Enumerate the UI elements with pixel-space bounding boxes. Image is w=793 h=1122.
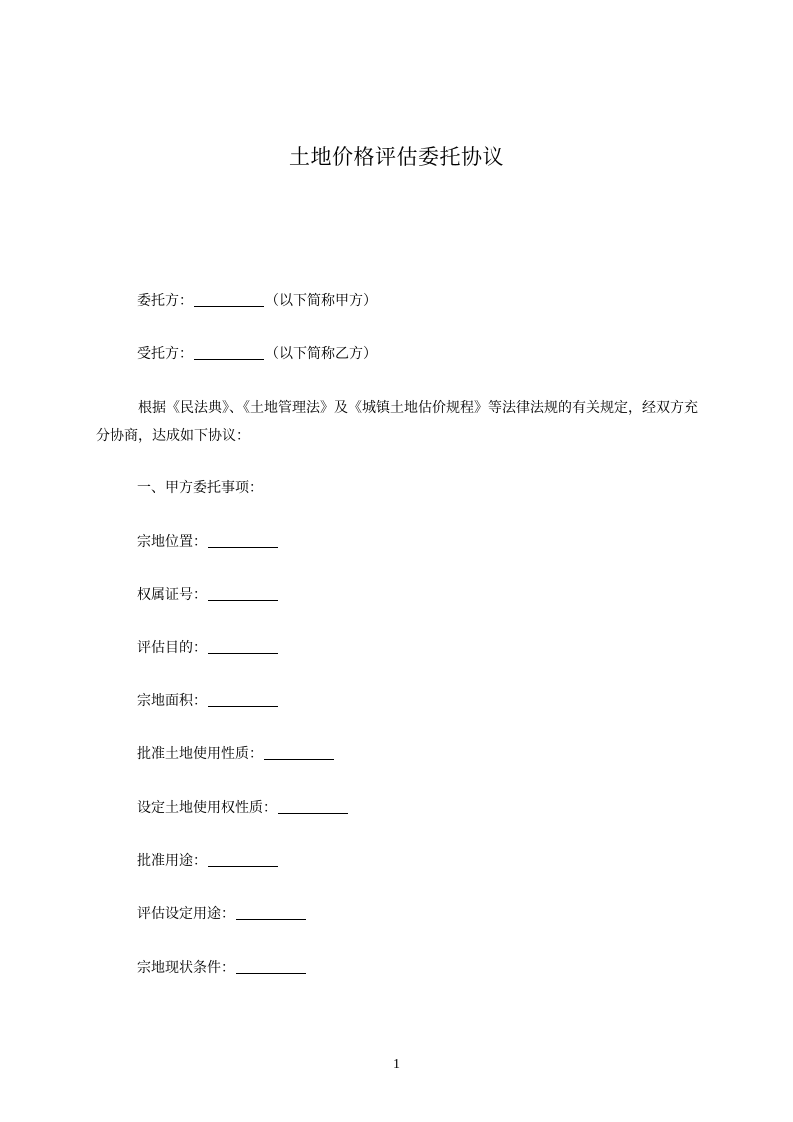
client-note: （以下简称甲方）: [265, 293, 377, 309]
field-blank: [278, 799, 348, 814]
field-blank: [236, 959, 306, 974]
field-label: 批准用途：: [137, 853, 207, 869]
client-line: [137, 291, 377, 311]
field-blank: [208, 852, 278, 867]
field-line: [137, 958, 307, 978]
field-line: [137, 798, 349, 818]
field-label: 宗地面积：: [137, 693, 207, 709]
field-line: [137, 744, 335, 764]
trustee-note: （以下简称乙方）: [265, 346, 377, 362]
field-label: 宗地现状条件：: [137, 960, 235, 976]
field-line: [137, 691, 279, 711]
document-title: 土地价格评估委托协议: [289, 145, 504, 169]
field-blank: [208, 533, 278, 548]
section1-heading: 一、甲方委托事项：: [137, 480, 263, 496]
trustee-blank: [194, 345, 264, 360]
field-line: [137, 851, 279, 871]
field-label: 评估设定用途：: [137, 906, 235, 922]
page-number: 1: [393, 1057, 400, 1072]
trustee-label: 受托方：: [137, 346, 193, 362]
field-line: [137, 904, 307, 924]
field-label: 宗地位置：: [137, 534, 207, 550]
field-line: [137, 638, 279, 658]
field-label: 批准土地使用性质：: [137, 746, 263, 762]
trustee-line: [137, 344, 377, 364]
client-blank: [194, 292, 264, 307]
field-blank: [236, 905, 306, 920]
client-label: 委托方：: [137, 293, 193, 309]
field-label: 权属证号：: [137, 587, 207, 603]
field-blank: [208, 586, 278, 601]
field-blank: [208, 639, 278, 654]
field-label: 设定土地使用权性质：: [137, 800, 277, 816]
field-blank: [264, 745, 334, 760]
field-label: 评估目的：: [137, 640, 207, 656]
field-line: [137, 532, 279, 552]
field-line: [137, 585, 279, 605]
field-blank: [208, 692, 278, 707]
intro-paragraph: 根据《民法典》、《土地管理法》及《城镇土地估价规程》等法律法规的有关规定，经双方充分协商，达成如下协议：: [96, 400, 698, 444]
